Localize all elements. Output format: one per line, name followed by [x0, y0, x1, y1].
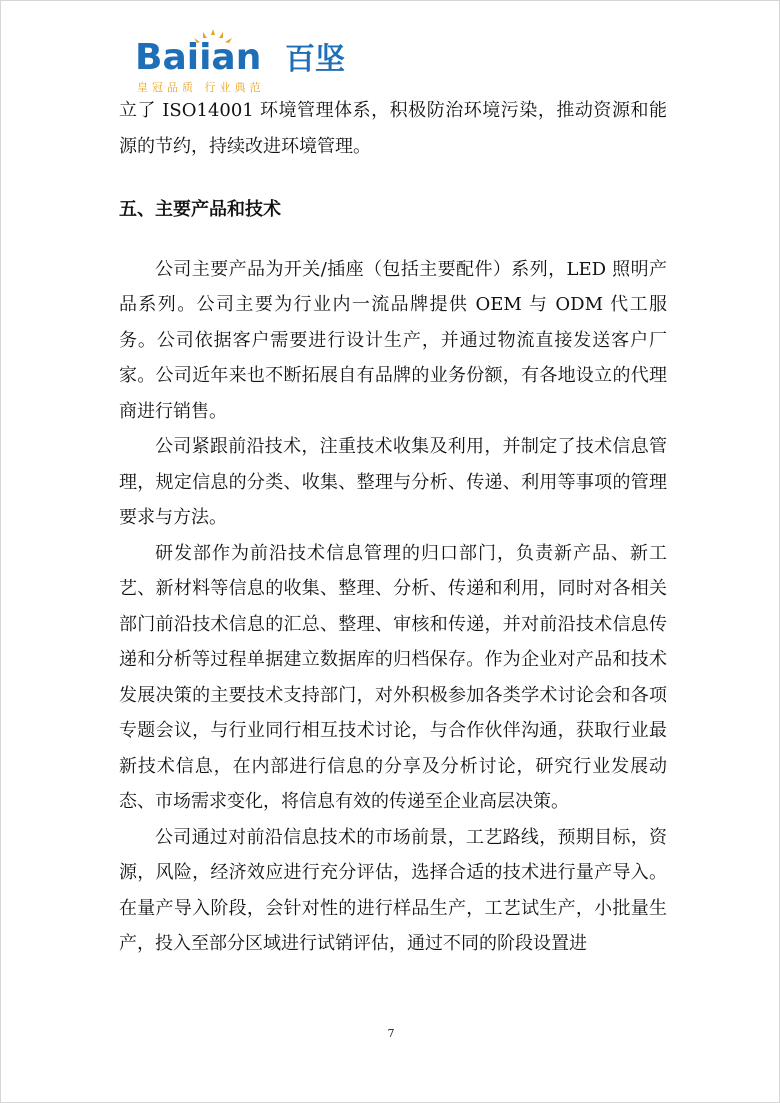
paragraph-rnd-department: 研发部作为前沿技术信息管理的归口部门，负责新产品、新工艺、新材料等信息的收集、整理、分析、传递和利用，同时对各相关部门前沿技术信息的汇总、整理、审核和传递，并对前沿技术信息传递和分析等过程单据建立数据库的归档保存。作为企业对产品和技术发展决策的主要技术支持部门，对外积极参加各类学术讨论会和各项专题会议，与行业同行相互技术讨论，与合作伙伴沟通，获取行业最新技术信息，在内部进行信息的分享及分析讨论，研究行业发展动态、市场需求变化，将信息有效的传递至企业高层决策。: [119, 542, 667, 812]
baiian-logo-graphic: [133, 29, 373, 99]
paragraph-tech-tracking: 公司紧跟前沿技术，注重技术收集及利用，并制定了技术信息管理，规定信息的分类、收集、整理与分析、传递、利用等事项的管理要求与方法。: [119, 436, 667, 528]
section-heading: 五、主要产品和技术: [119, 199, 281, 220]
company-logo: [133, 29, 373, 99]
paragraph-evaluation: 公司通过对前沿信息技术的市场前景，工艺路线，预期目标，资源，风险，经济效应进行充分评估，选择合适的技术进行量产导入。在量产导入阶段，会针对性的进行样品生产，工艺试生产，小批量生产，投入至部分区域进行试销评估，通过不同的阶段设置进: [119, 826, 667, 954]
page-number: 7: [387, 1027, 395, 1040]
logo-wordmark: Baiian: [135, 37, 262, 78]
paragraph-products: 公司主要产品为开关/插座（包括主要配件）系列，LED 照明产品系列。公司主要为行业内一流品牌提供 OEM 与 ODM 代工服务。公司依据客户需要进行设计生产，并通过物流直接发送客户厂家。公司近年来也不断拓展自有品牌的业务份额，有各地设立的代理商进行销售。: [119, 258, 667, 422]
document-body: [119, 93, 667, 962]
logo-chinese-name: 百坚: [285, 42, 345, 77]
intro-paragraph: 立了 ISO14001 环境管理体系，积极防治环境污染，推动资源和能源的节约，持续改进环境管理。: [119, 100, 667, 157]
logo-slogan: 皇冠品质 行业典范: [137, 81, 265, 94]
